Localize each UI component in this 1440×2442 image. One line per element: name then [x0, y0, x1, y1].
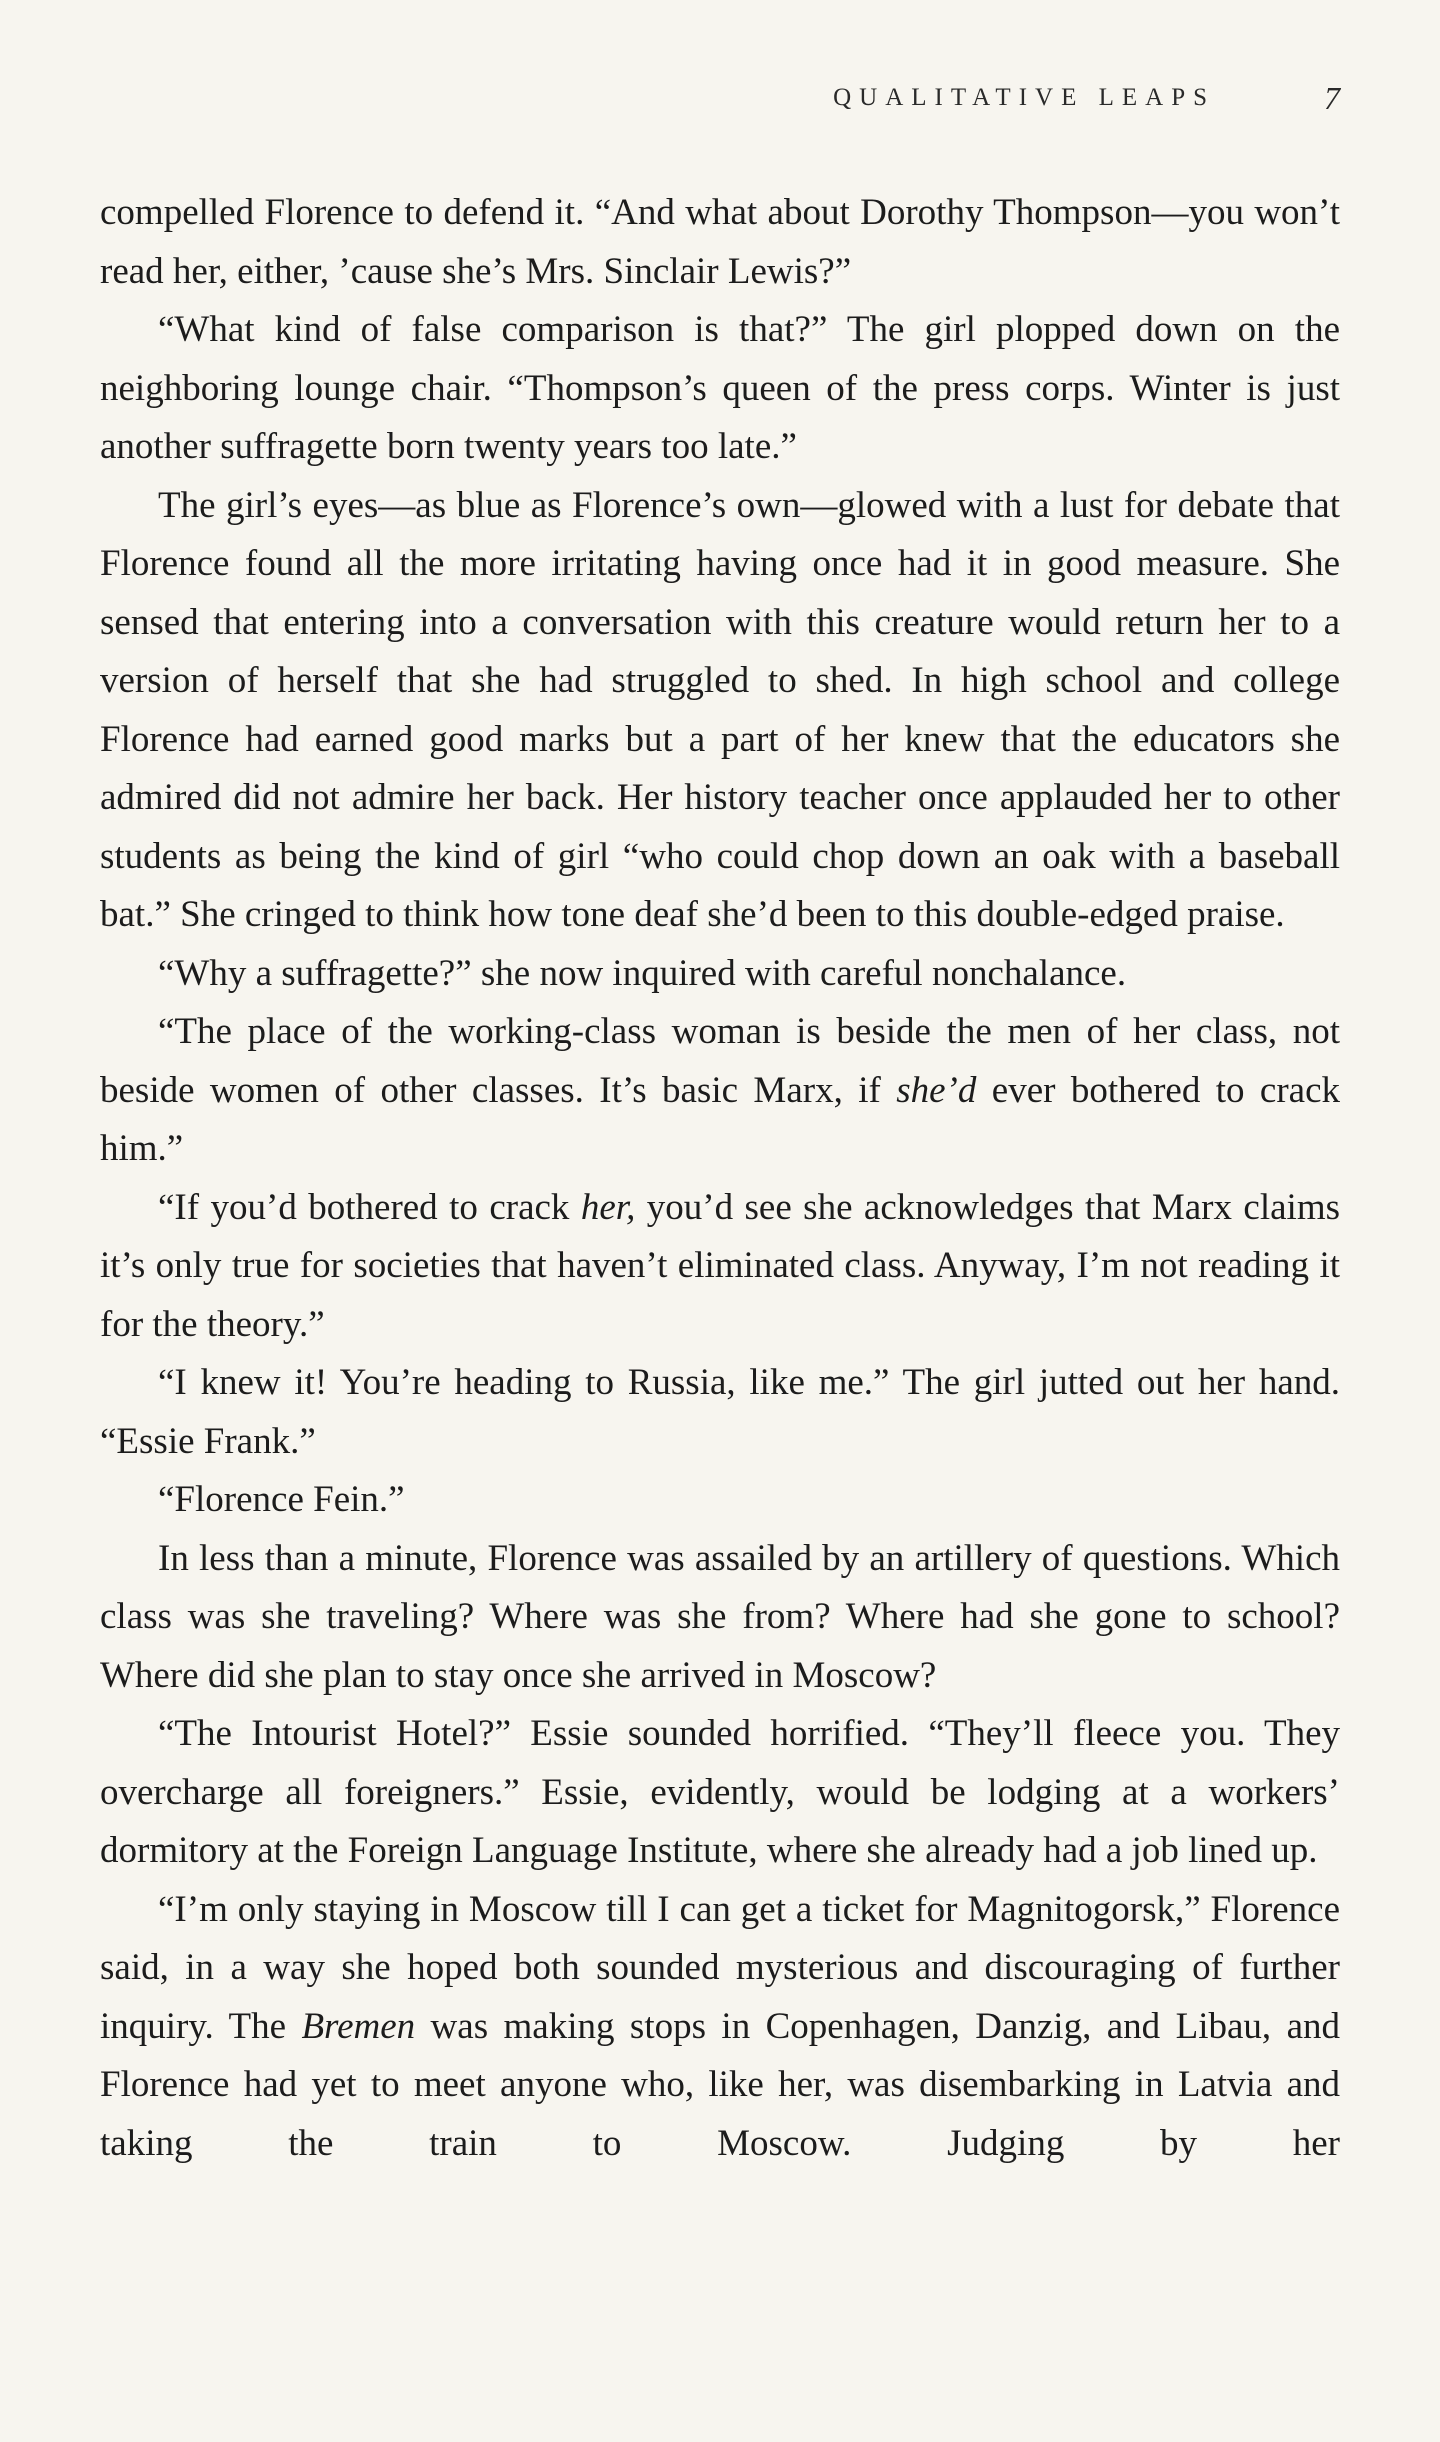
text-run: was making stops in Copenhagen, Danzig, and Libau, and Florence had yet to meet anyone who, like her, was disembarking in Latvia and taking the train to Moscow. Judging by her [100, 2005, 1340, 2164]
paragraph [100, 1003, 1340, 1179]
text-run: “If you’d bothered to crack [158, 1186, 581, 1228]
page-number: 7 [1324, 80, 1340, 116]
body-text [100, 184, 1340, 2173]
text-run: “The Intourist Hotel?” Essie sounded horrified. “They’ll fleece you. They overcharge all foreigners.” Essie, evidently, would be lodging at a workers’ dormitory at the Foreign Language Institute, where she already had a job lined up. [100, 1713, 1340, 1871]
text-run: “The place of the working-class woman is beside the men of her class, not beside women of other classes. It’s basic Marx, if [100, 1011, 1340, 1111]
text-run: “Why a suffragette?” she now inquired with careful nonchalance. [158, 952, 1127, 994]
text-run: you’d see she acknowledges that Marx claims it’s only true for societies that haven’t eliminated class. Anyway, I’m not reading it for the theory.” [100, 1186, 1340, 1345]
paragraph [100, 945, 1340, 1004]
paragraph [100, 1179, 1340, 1355]
paragraph [100, 1354, 1340, 1471]
text-run: “I knew it! You’re heading to Russia, like me.” The girl jutted out her hand. “Essie Frank.” [100, 1362, 1340, 1462]
paragraph [100, 1530, 1340, 1706]
italic-text: she’d [896, 1069, 977, 1111]
text-run: The girl’s eyes—as blue as Florence’s own—glowed with a lust for debate that Florence found all the more irritating having once had it in good measure. She sensed that entering into a conversation with this creature would return her to a version of herself that she had struggled to shed. In high school and college Florence had earned good marks but a part of her knew that the educators she admired did not admire her back. Her history teacher once applauded her to other students as being the kind of girl “who could chop down an oak with a baseball bat.” She cringed to think how tone deaf she’d been to this double-edged praise. [100, 484, 1340, 935]
text-run: “Florence Fein.” [158, 1479, 405, 1520]
paragraph [100, 1705, 1340, 1881]
text-run: “What kind of false comparison is that?” The girl plopped down on the neighboring lounge chair. “Thompson’s queen of the press corps. Winter is just another suffragette born twenty years too late.” [100, 309, 1340, 467]
text-run: In less than a minute, Florence was assailed by an artillery of questions. Which class was she traveling? Where was she from? Where had she gone to school? Where did she plan to stay once she arrived in Moscow? [100, 1537, 1340, 1696]
italic-text: Bremen [301, 2005, 416, 2047]
italic-text: her, [580, 1186, 636, 1228]
text-run: ever bothered to crack him.” [100, 1069, 1340, 1169]
paragraph [100, 1881, 1340, 2174]
paragraph [100, 301, 1340, 477]
text-run: “I’m only staying in Moscow till I can get a ticket for Magnitogorsk,” Florence said, in a way she hoped both sounded mysterious and discouraging of further inquiry. The [100, 1888, 1340, 2047]
paragraph [100, 477, 1340, 945]
running-head [0, 80, 1440, 120]
text-run: compelled Florence to defend it. “And what about Dorothy Thompson—you won’t read her, either, ’cause she’s Mrs. Sinclair Lewis?” [100, 192, 1340, 292]
running-title: QUALITATIVE LEAPS [833, 84, 1215, 111]
paragraph [100, 1471, 1340, 1530]
paragraph [100, 184, 1340, 301]
